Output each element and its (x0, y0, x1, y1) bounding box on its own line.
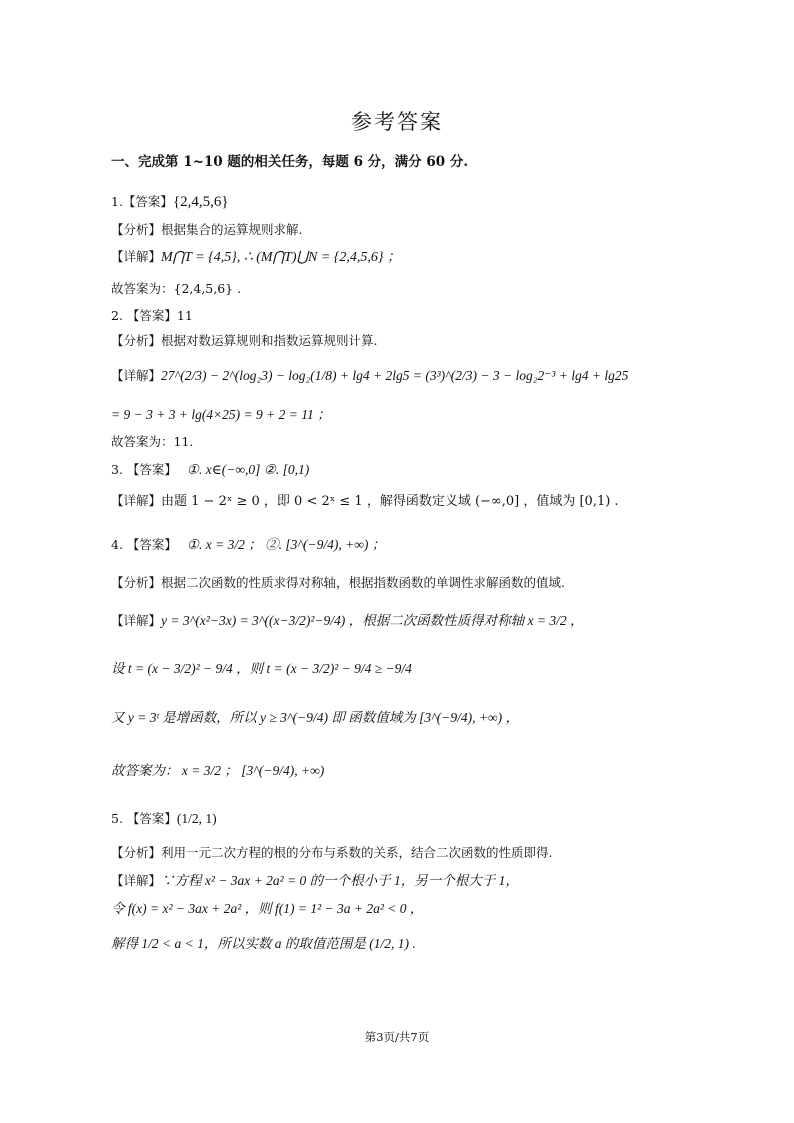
q5-answer-line (111, 809, 217, 827)
q5-detail-2: 令 f(x) = x² − 3ax + 2a² ，则 f(1) = 1² − 3a + 2a² < 0 ， (111, 901, 424, 916)
section-heading: 一、完成第 1~10 题的相关任务，每题 6 分，满分 60 分. (111, 154, 469, 170)
q4-answer-line (111, 533, 385, 553)
q1-detail: M⋂T = {4,5}, ∴ (M⋂T)⋃N = {2,4,5,6} ； (161, 250, 401, 265)
q2-conclusion: 故答案为：11. (111, 434, 194, 449)
page-footer: 第3页/共7页 (364, 1030, 430, 1044)
q5-detail-1: ∵方程 x² − 3ax + 2a² = 0 的一个根小于 1，另一个根大于 1， (161, 873, 519, 888)
q5-detail-line1 (111, 869, 519, 889)
q1-detail-line (111, 246, 401, 266)
q4-answer-label: 4. 【答案】 (111, 537, 177, 552)
q4-detail-label: 【详解】 (111, 613, 162, 628)
q2-answer-line (111, 306, 193, 324)
q2-detail-1: 27^(2/3) − 2^(log₂3) − log₂(1/8) + lg4 + 2lg5 = (3³)^(2/3) − 3 − log₂2⁻³ + lg4 + lg25 (161, 368, 629, 383)
q2-answer: 11 (176, 308, 193, 323)
q2-detail-2: = 9 − 3 + 3 + lg(4×25) = 9 + 2 = 11 ； (111, 407, 331, 422)
q1-detail-label: 【详解】 (111, 249, 162, 264)
q4-conclusion: 故答案为： x = 3/2 ； [3^(−9/4), +∞) (111, 763, 325, 778)
q1-analysis: 【分析】根据集合的运算规则求解. (111, 222, 303, 237)
q3-answer-label: 3. 【答案】 (111, 462, 177, 477)
q3-detail: 由题 1 − 2ˣ ≥ 0 ，即 0 < 2ˣ ≤ 1 ，解得函数定义域 (−∞,0] ，值域为 [0,1) . (161, 494, 619, 509)
q4-answer: ①. x = 3/2 ； ②. [3^(−9/4), +∞) ； (186, 537, 386, 552)
q2-answer-label: 2. 【答案】 (111, 308, 177, 323)
q4-detail-line1 (111, 609, 583, 629)
q1-answer-line (111, 192, 229, 211)
q2-detail-line1 (111, 366, 628, 384)
q5-answer: (1/2, 1) (176, 811, 217, 826)
q1-answer: {2,4,5,6} (172, 194, 229, 210)
q2-detail-label: 【详解】 (111, 368, 162, 383)
q4-detail-2: 设 t = (x − 3/2)² − 9/4 ，则 t = (x − 3/2)² − 9/4 ≥ −9/4 (111, 661, 412, 676)
q5-analysis: 【分析】利用一元二次方程的根的分布与系数的关系，结合二次函数的性质即得. (111, 845, 553, 860)
q1-answer-label: 1.【答案】 (111, 194, 173, 209)
q5-detail-label: 【详解】 (111, 873, 162, 888)
q3-detail-label: 【详解】 (111, 493, 162, 508)
q4-detail-1: y = 3^(x²−3x) = 3^((x−3/2)²−9/4) ，根据二次函数性质得对称轴 x = 3/2 ， (161, 613, 584, 628)
page-title: 参考答案 (351, 110, 443, 134)
q5-detail-3: 解得 1/2 < a < 1，所以实数 a 的取值范围是 (1/2, 1) . (111, 936, 416, 951)
q5-answer-label: 5. 【答案】 (111, 811, 177, 826)
q2-analysis: 【分析】根据对数运算规则和指数运算规则计算. (111, 333, 378, 348)
q1-conclusion: 故答案为：{2,4,5,6} . (111, 281, 242, 296)
q3-answer-line (111, 460, 309, 478)
q3-detail-line (111, 490, 619, 509)
q4-analysis: 【分析】根据二次函数的性质求得对称轴，根据指数函数的单调性求解函数的值域. (111, 575, 565, 590)
q3-answer: ①. x∈(−∞,0] ②. [0,1) (186, 462, 310, 477)
q4-detail-3: 又 y = 3ᵗ 是增函数，所以 y ≥ 3^(−9/4) 即 函数值域为 [3^(−9/4), +∞) ， (111, 710, 519, 725)
